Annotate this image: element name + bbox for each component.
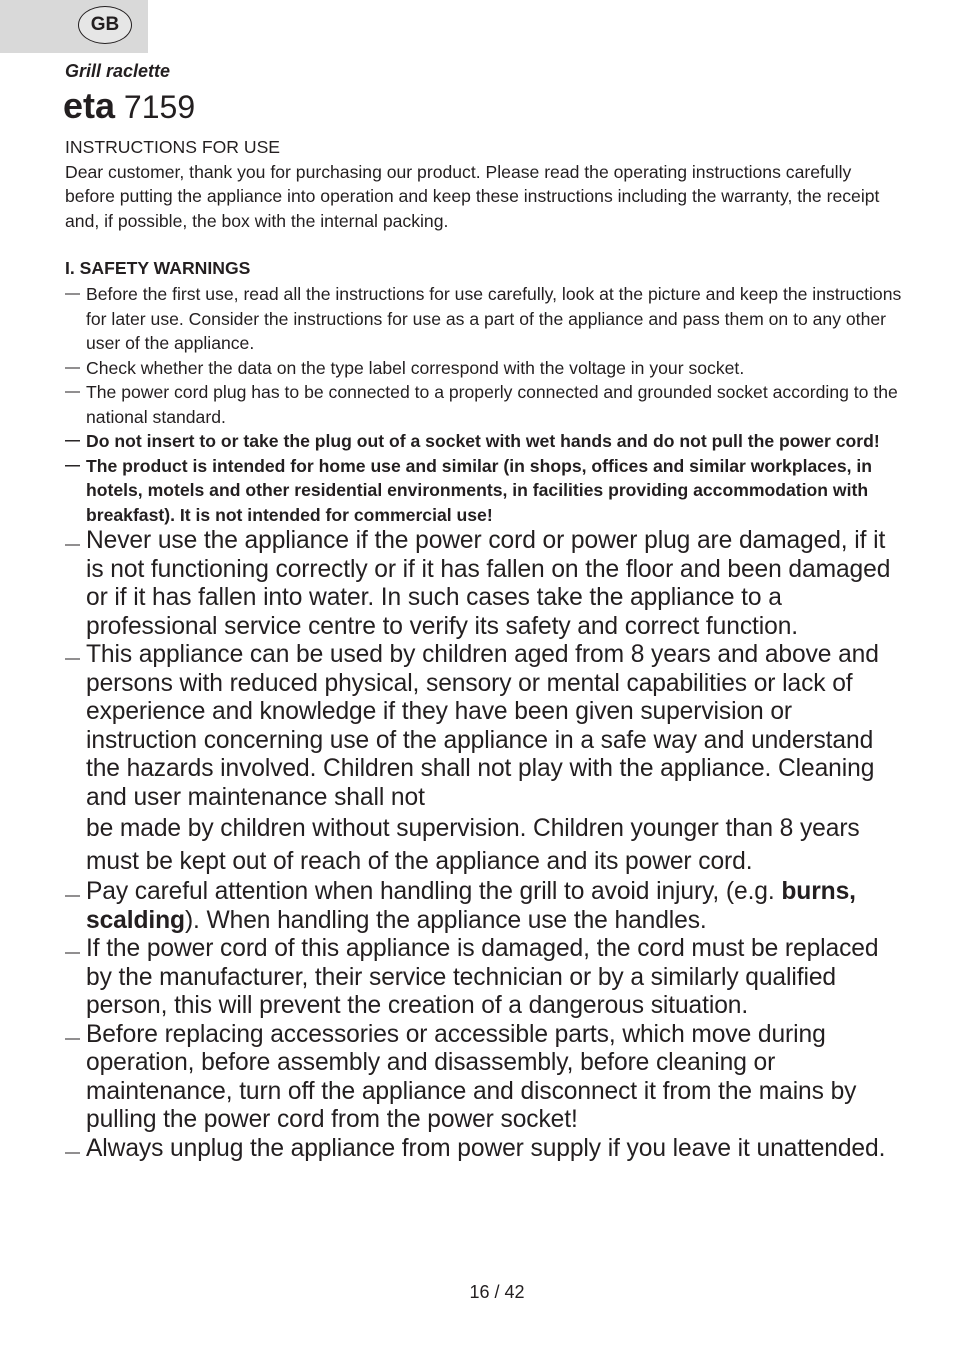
warning-text: The power cord plug has to be connected to a properly connected and grounded socket according to the national standard. bbox=[86, 382, 898, 427]
warning-text-continued: ). When handling the appliance use the handles. bbox=[184, 906, 707, 934]
dash-bullet: — bbox=[65, 1029, 80, 1047]
safety-heading: I. SAFETY WARNINGS bbox=[65, 258, 251, 278]
page-number: 16 / 42 bbox=[469, 1282, 525, 1302]
list-item bbox=[65, 454, 905, 528]
model-title bbox=[63, 86, 195, 127]
language-tab bbox=[0, 0, 148, 53]
dash-bullet: — bbox=[65, 1143, 80, 1161]
dash-bullet: — bbox=[65, 358, 80, 376]
list-item bbox=[65, 1021, 905, 1135]
dash-bullet: — bbox=[65, 944, 80, 961]
dash-bullet: — bbox=[65, 383, 80, 400]
dash-bullet: — bbox=[65, 285, 80, 302]
model-number: 7159 bbox=[123, 89, 196, 125]
list-item bbox=[65, 356, 905, 381]
warning-text: Never use the appliance if the power cord or power plug are damaged, if it is not functioning correctly or if it has fallen on the floor and been damaged or if it has fallen into water. In such cases take the appliance to a professional service centre to verify its safety and correct function. bbox=[86, 527, 891, 640]
list-item bbox=[65, 1135, 905, 1164]
dash-bullet: — bbox=[65, 887, 80, 904]
warning-text: Do not insert to or take the plug out of a socket with wet hands and do not pull the power cord! bbox=[86, 431, 880, 451]
list-item bbox=[65, 380, 905, 429]
list-item bbox=[65, 878, 905, 935]
list-item bbox=[65, 429, 905, 454]
dash-bullet: — bbox=[65, 456, 80, 474]
intro-section bbox=[65, 135, 905, 233]
warning-emphasis: burns, scalding bbox=[86, 878, 856, 934]
safety-list bbox=[65, 282, 905, 1163]
list-item bbox=[65, 641, 905, 878]
language-badge: GB bbox=[78, 6, 132, 44]
dash-bullet: — bbox=[65, 536, 80, 553]
list-item bbox=[65, 527, 905, 641]
brand-logo: eta bbox=[63, 85, 116, 126]
warning-text: Always unplug the appliance from power supply if you leave it unattended. bbox=[86, 1134, 886, 1162]
list-item bbox=[65, 282, 905, 356]
warning-text: If the power cord of this appliance is damaged, the cord must be replaced by the manufacturer, their service technician or by a similarly qualified person, this will prevent the creation of a dangerous situation. bbox=[86, 935, 879, 1019]
dash-bullet: — bbox=[65, 650, 80, 667]
warning-text: The product is intended for home use and similar (in shops, offices and similar workplaces, in hotels, motels and other residential environments, in facilities providing accommodation with breakfast). It is not intended for commercial use! bbox=[86, 455, 873, 525]
warning-text-continued: be made by children without supervision. Children younger than 8 years must be kept out of reach of the appliance and its power cord. bbox=[86, 815, 860, 875]
intro-title: INSTRUCTIONS FOR USE bbox=[65, 137, 281, 157]
warning-text: Check whether the data on the type label correspond with the voltage in your socket. bbox=[86, 357, 745, 378]
warning-text: Before the first use, read all the instructions for use carefully, look at the picture and keep the instructions for later use. Consider the instructions for use as a part of the appliance and pass them on to any other user of the appliance. bbox=[86, 284, 902, 353]
dash-bullet: — bbox=[65, 432, 80, 449]
warning-text: This appliance can be used by children aged from 8 years and above and persons with reduced physical, sensory or mental capabilities or lack of experience and knowledge if they have been given supervision or instruction concerning use of the appliance in a safe way and understand the hazards involved. Children shall not play with the appliance. Cleaning and user maintenance shall not bbox=[86, 641, 879, 811]
product-name: Grill raclette bbox=[65, 61, 171, 81]
warning-text: Pay careful attention when handling the grill to avoid injury, (e.g. bbox=[86, 878, 775, 905]
warning-text: Before replacing accessories or accessible parts, which move during operation, before assembly and disassembly, before cleaning or maintenance, turn off the appliance and disconnect it from the mains by pulling the power cord from the power socket! bbox=[86, 1020, 857, 1133]
list-item bbox=[65, 935, 905, 1021]
intro-text: Dear customer, thank you for purchasing our product. Please read the operating instructions carefully before putting the appliance into operation and keep these instructions including the warranty, the receipt and, if possible, the box with the internal packing. bbox=[65, 161, 880, 231]
